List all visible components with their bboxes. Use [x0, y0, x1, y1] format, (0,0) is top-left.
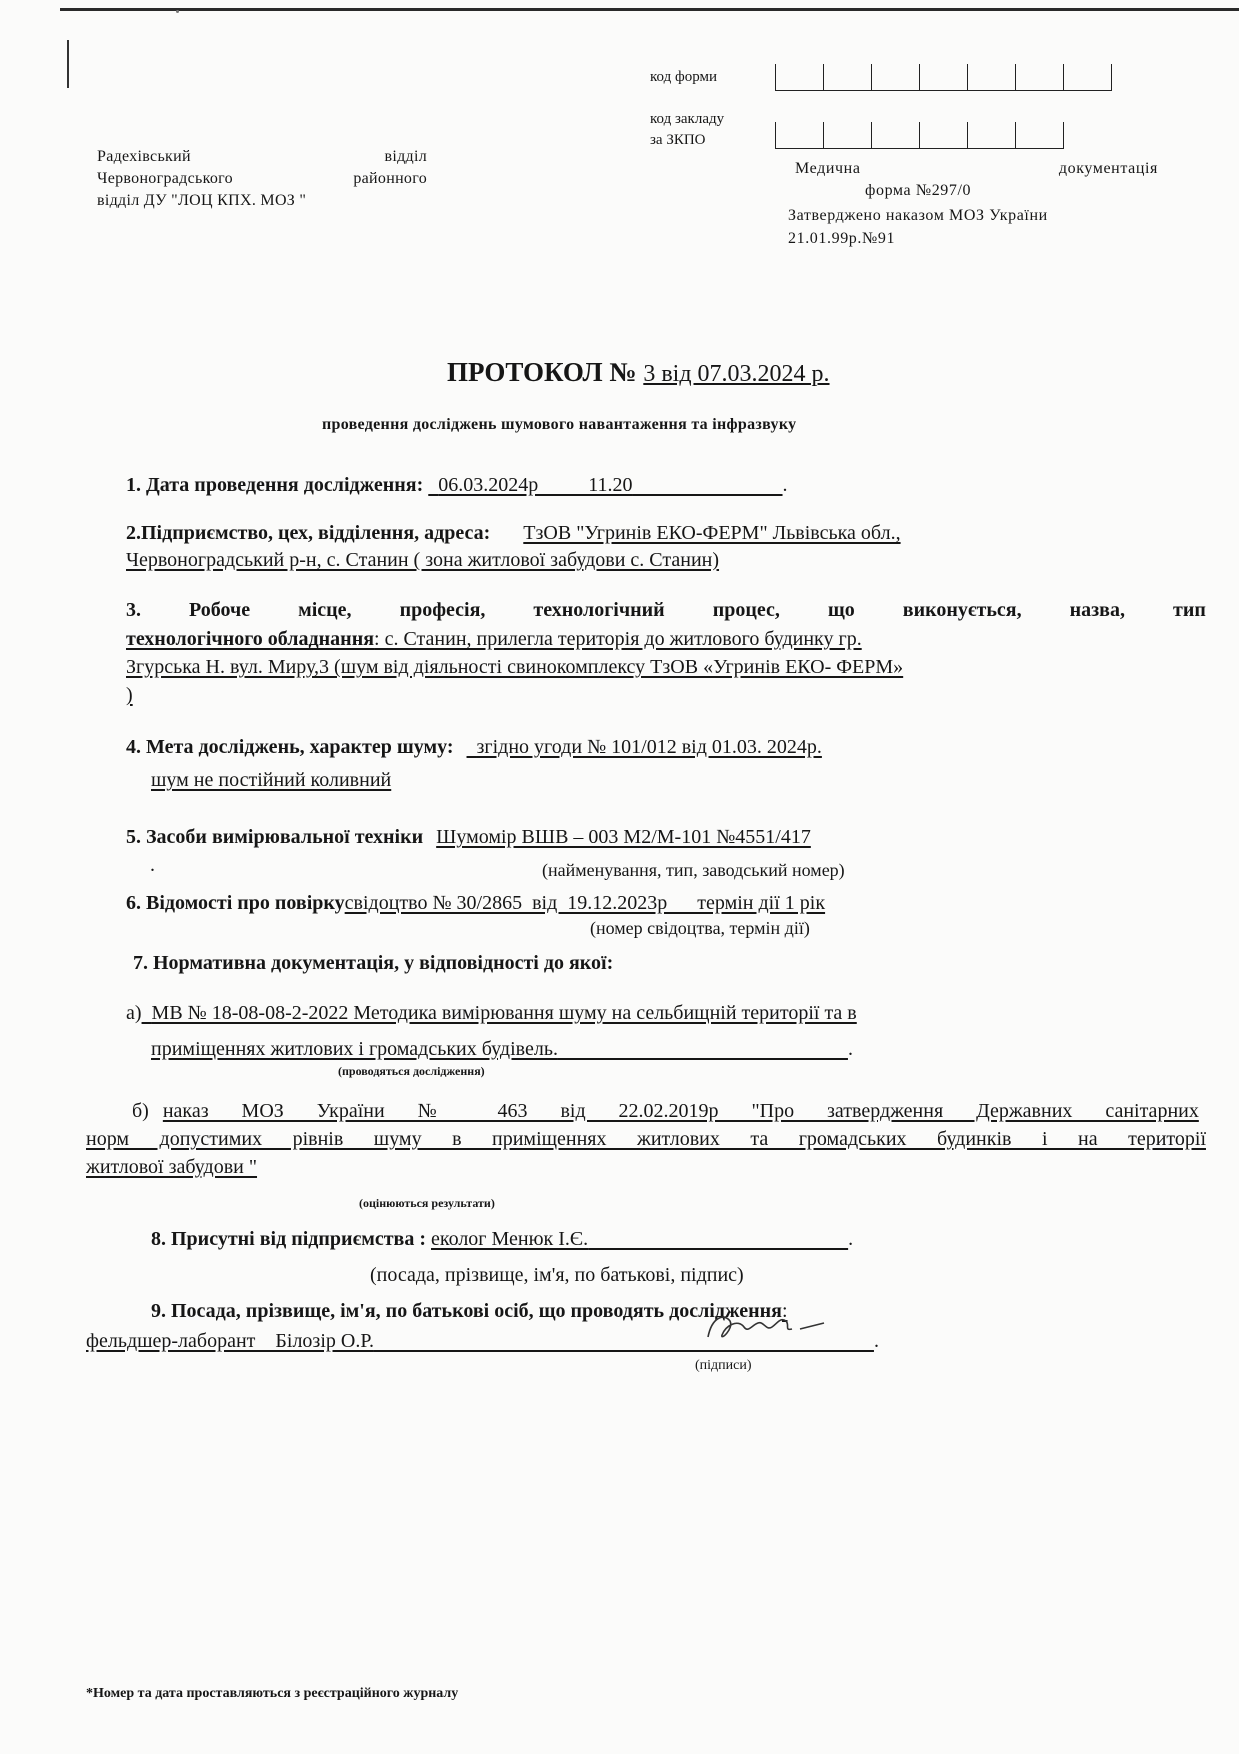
item-2-value-line-2: Червоноградський р-н, с. Станин ( зона житлової забудови с. Станин) — [126, 549, 720, 571]
item-4: 4. Мета досліджень, характер шуму: згідно угоди № 101/012 від 01.03. 2024р. — [126, 736, 822, 758]
scan-dot — [176, 10, 179, 13]
item-2: 2.Підприємство, цех, відділення, адреса: ТзОВ "Угринів ЕКО-ФЕРМ" Львівська обл., — [126, 522, 901, 544]
item-6-hint: (номер свідоцтва, термін дії) — [590, 918, 810, 938]
item-4-value: згідно угоди № 101/012 від 01.03. 2024р. — [476, 736, 822, 758]
item-3-line-2: технологічного обладнання: с. Станин, прилегла територія до житлового будинку гр. — [126, 628, 862, 650]
item-5: 5. Засоби вимірювальної техніки Шумомір ВШВ – 003 М2/М-101 №4551/417 — [126, 826, 811, 848]
item-3-label: 3. Робоче місце, професія, технологічний процес, що виконується, назва, тип — [126, 599, 1206, 621]
item-6: 6. Відомості про повіркусвідоцтво № 30/2865 від 19.12.2023р термін дії 1 рік — [126, 892, 826, 914]
med-doc-approved: Затверджено наказом МОЗ України — [788, 207, 1048, 224]
item-2-value: ТзОВ "Угринів ЕКО-ФЕРМ" Львівська обл., — [523, 522, 901, 544]
form-code-boxes — [775, 64, 1112, 91]
med-doc-order: 21.01.99р.№91 — [788, 230, 896, 247]
item-8-value: еколог Менюк І.Є. — [431, 1228, 589, 1250]
item-9-value-line: фельдшер-лаборант Білозір О.Р. . — [86, 1330, 879, 1352]
org-line-2: Червоноградського районного — [97, 170, 427, 187]
item-7a-line-2: приміщеннях житлових і громадських будівель. . — [151, 1038, 853, 1060]
med-doc-line-1: Медична документація — [795, 160, 1158, 177]
item-7b: б) наказ МОЗ України № 463 від 22.02.2019р "Про затвердження Державних санітарних — [132, 1100, 1199, 1122]
item-7-label: 7. Нормативна документація, у відповідності до якої: — [133, 952, 614, 974]
item-8: 8. Присутні від підприємства : еколог Менюк І.Є. . — [151, 1228, 854, 1250]
item-7b-hint: (оцінюються результати) — [359, 1196, 495, 1210]
item-3-value-line-2: Згурська Н. вул. Миру,3 (шум від діяльності свинокомплексу ТзОВ «Угринів ЕКО- ФЕРМ» — [126, 656, 904, 678]
item-7a-hint: (проводяться дослідження) — [338, 1064, 485, 1078]
footnote: *Номер та дата проставляються з реєстраційного журналу — [86, 1686, 459, 1701]
protocol-subtitle: проведення досліджень шумового навантаження та інфразвуку — [322, 416, 797, 433]
org-line-1: Радехівський відділ — [97, 148, 427, 165]
item-7b-line-3: житлової забудови " — [86, 1156, 258, 1178]
item-9-hint: (підписи) — [695, 1358, 752, 1373]
institution-code-boxes — [775, 122, 1064, 149]
item-9-value: фельдшер-лаборант Білозір О.Р. — [86, 1330, 374, 1352]
item-9-label: 9. Посада, прізвище, ім'я, по батькові осіб, що проводять дослідження: — [151, 1300, 788, 1322]
item-7b-value: наказ МОЗ України № 463 від 22.02.2019р "Про затвердження Державних санітарних — [162, 1100, 1199, 1122]
item-3-value: : с. Станин, прилегла територія до житлового будинку гр. — [374, 628, 862, 650]
item-5-hint: (найменування, тип, заводський номер) — [542, 860, 845, 880]
item-4-value-line-2: шум не постійний коливний — [151, 769, 392, 791]
signature-image — [700, 1307, 840, 1351]
org-line-3: відділ ДУ "ЛОЦ КПХ. МОЗ " — [97, 192, 307, 209]
item-1-value: 06.03.2024р 11.20 — [438, 474, 633, 496]
scan-mark — [67, 40, 69, 88]
protocol-number-date: 3 від 07.03.2024 р. — [643, 361, 830, 387]
protocol-title: ПРОТОКОЛ № 3 від 07.03.2024 р. — [447, 357, 830, 387]
item-3-value-line-3: ) — [126, 684, 133, 706]
item-8-hint: (посада, прізвище, ім'я, по батькові, підпис) — [370, 1264, 744, 1286]
item-7a-value: МВ № 18-08-08-2-2022 Методика вимірювання шуму на сельбищній території та в — [151, 1002, 857, 1024]
form-code-label: код форми — [650, 69, 717, 85]
item-7b-line-2: норм допустимих рівнів шуму в приміщеннях житлових та громадських будинків і на території — [86, 1128, 1206, 1150]
item-6-value: свідоцтво № 30/2865 від 19.12.2023р термін дії 1 рік — [344, 892, 826, 914]
item-7a: а) МВ № 18-08-08-2-2022 Методика вимірювання шуму на сельбищній території та в — [126, 1002, 857, 1024]
institution-code-label-2: за ЗКПО — [650, 132, 706, 148]
med-doc-form: форма №297/0 — [865, 182, 972, 199]
top-border — [60, 8, 1239, 11]
item-5-value: Шумомір ВШВ – 003 М2/М-101 №4551/417 — [436, 826, 811, 848]
institution-code-label: код закладу — [650, 111, 725, 127]
item-1: 1. Дата проведення дослідження: 06.03.2024р 11.20 . — [126, 474, 788, 496]
item-5-dot: . — [150, 854, 155, 876]
